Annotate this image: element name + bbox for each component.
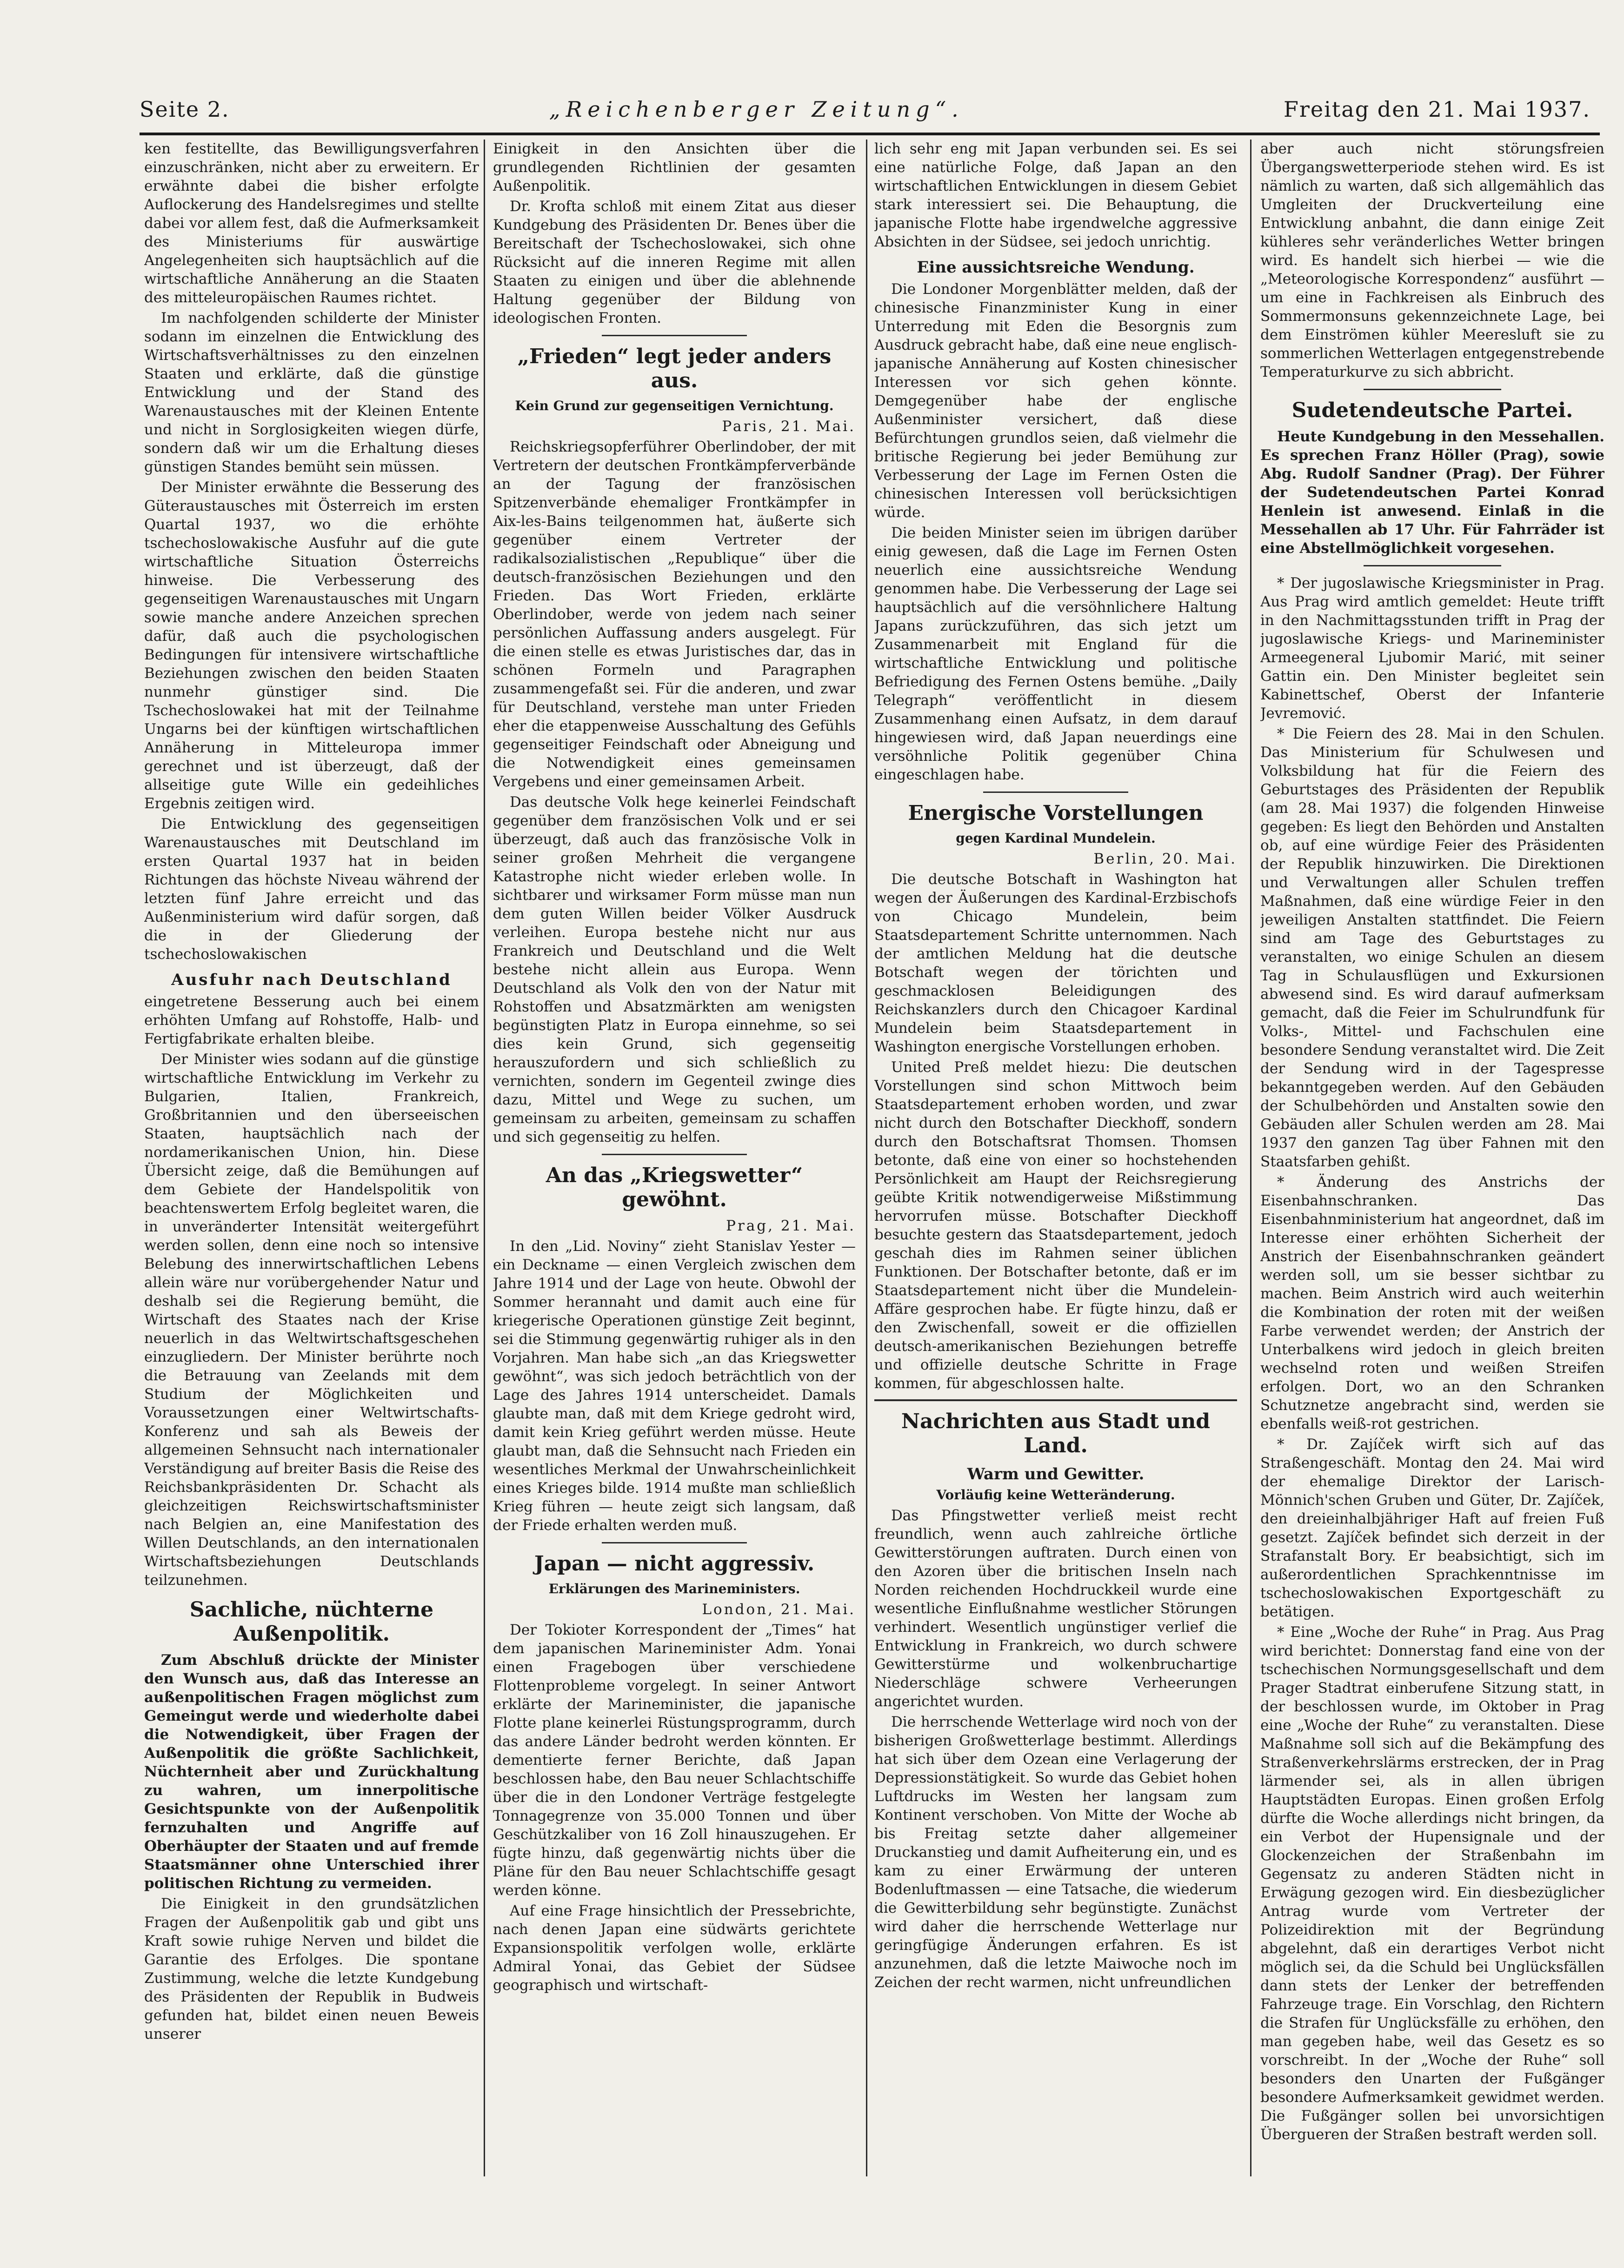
section-rule [874,1399,1237,1401]
column-divider [1250,140,1251,2176]
separator [983,791,1128,793]
paragraph: In den „Lid. Noviny“ zieht Stanislav Yester — ein Deckname — einen Vergleich zwischen dem Jahre 1914 und der Lage von heute. Obwohl der Sommer herannaht und damit auch eine für kriegerische Operationen günstige Zeit beginnt, sei die Stimmung gegenwärtig ruhiger als in den Vorjahren. Man habe sich „an das Kriegswetter gewöhnt“, was sich jedoch beträchtlich von der Lage des Jahres 1914 unterscheidet. Damals glaubte man, daß mit dem Kriege gedroht wird, damit kein Krieg geführt werden müsse. Heute glaubt man, daß die Sehnsucht nach Frieden ein wesentliches Merkmal der Unwahrscheinlichkeit eines Krieges bilde. 1914 mußte man schließlich Krieg führen — heute zeigt sich langsam, daß der Friede erhalten werden muß. [493,1238,856,1534]
paragraph: Die deutsche Botschaft in Washington hat wegen der Äußerungen des Kardinal-Erzbischofs von Chicago Mundelein, beim Staatsdepartement Schritte unternommen. Nach der amtlichen Meldung hat die deutsche Botschaft wegen der törichten und geschmacklosen Beleidigungen des Reichskanzlers durch den Chicagoer Kardinal Mundelein beim Staatsdepartement in Washington energische Vorstellungen erhoben. [874,871,1237,1055]
newspaper-title: „Reichenberger Zeitung“. [549,97,964,122]
paragraph: Die Einigkeit in den grundsätzlichen Fragen der Außenpolitik gab und gibt uns Kraft sowie ruhige Nerven und bildet die Garantie des Erfolges. Die spontane Zustimmung, welche die letzte Kundgebung des Präsidenten der Republik in Budweis gefunden hat, bildet einen neuen Beweis unserer [144,1896,479,2042]
column-2 [493,140,856,2186]
dateline: London, 21. Mai. [702,1601,856,1618]
article-headline: Japan — nicht aggressiv. [534,1552,815,1576]
paragraph: ken festitellte, das Bewilligungsverfahren einzuschränken, nicht aber zu erweitern. Er erwähnte dabei die bisher erfolgte Auflockerung des Handelsregimes und stellte dabei vor allem fest, daß die Aufmerksamkeit des Ministeriums für auswärtige Angelegenheiten sich hauptsächlich auf die wirtschaftliche Annäherung an die Staaten des mitteleuropäischen Raumes richtet. [144,140,479,306]
dateline: Paris, 21. Mai. [722,418,856,435]
subheading: Ausfuhr nach Deutschland [171,971,452,989]
news-item: * Die Feiern des 28. Mai in den Schulen. Das Ministerium für Schulwesen und Volksbildung hat für die Feiern des Geburtstages des Präsidenten der Republik (am 28. Mai 1937) die folgenden Hinweise gegeben: Es liegt den Behörden und Anstalten ob, auf eine würdige Feier des Präsidenten der Republik hinzuwirken. Die Direktionen und Verwaltungen aller Schulen treffen Maßnahmen, daß eine würdige Feier in den jeweiligen Anstalten stattfindet. Die Feiern sind am Tage des Geburtstages zu veranstalten, wo einige Schulen an diesem Tag in Schulausflügen und Exkursionen abwesend sind. Es wird darauf aufmerksam gemacht, daß die Feier im Schulrundfunk für Volks-, Mittel- und Fachschulen eine besondere Sendung veranstaltet wird. Die Zeit der Sendung wird in der Tagespresse bekanntgegeben werden. Auf den Gebäuden der Schulbehörden und Anstalten sowie den Gebäuden aller Schulen werden am 28. Mai 1937 den ganzen Tag über Fahnen mit den Staatsfarben gehißt. [1260,725,1604,1170]
paragraph: eingetretene Besserung auch bei einem erhöhten Umfang auf Rohstoffe, Halb- und Fertigfabrikate erhalten bleibe. [144,993,479,1047]
separator [602,335,747,336]
column-divider [866,140,867,2176]
column-4 [1260,140,1604,2186]
dateline: Berlin, 20. Mai. [1093,851,1237,867]
page-header [140,91,1591,128]
section-headline: Sachliche, nüchterne Außenpolitik. [189,1598,434,1646]
paragraph: Die Londoner Morgenblätter melden, daß der chinesische Finanzminister Kung in einer Unterredung mit Eden die Besorgnis zum Ausdruck gebracht habe, daß eine neue englisch-japanische Annäherung auf Kosten chinesischer Interessen vor sich gehen könnte. Demgegenüber habe der englische Außenminister versichert, daß diese Befürchtungen grundlos seien, daß vielmehr die britische Regierung bei jeder Bemühung zur Verbesserung der Lage im Fernen Osten die chinesischen Interessen voll berücksichtigen würde. [874,281,1237,521]
subheading: Eine aussichtsreiche Wendung. [917,258,1195,277]
news-item: * Änderung des Anstrichs der Eisenbahnschranken. Das Eisenbahnministerium hat angeordnet, daß im Interesse einer erhöhten Sicherheit der Anstrich der Eisenbahnschranken geändert werden soll, um sie besser sichtbar zu machen. Beim Anstrich wird auch weiterhin die Kombination der roten mit der weißen Farbe verwendet werden; der Anstrich der Unterbalkens wird jedoch in gleich breiten wechselnd roten und weißen Streifen erfolgen. Dort, wo an den Schranken Schutznetze angebracht sind, werden sie ebenfalls weiß-rot gestrichen. [1260,1174,1604,1432]
paragraph: Der Tokioter Korrespondent der „Times“ hat dem japanischen Marineminister Adm. Yonai einen Fragebogen über verschiedene Flottenprobleme vorgelegt. In seiner Antwort erklärte der Marineminister, die japanische Flotte plane keinerlei Rüstungsprogramm, durch das andere Länder bedroht werden könnten. Er dementierte ferner Berichte, daß Japan beschlossen habe, den Bau neuer Schlachtschiffe über die in den Londoner Verträge festgelegte Tonnagegrenze von 35.000 Tonnen und über Geschützkaliber von 16 Zoll hinauszugehen. Er fügte hinzu, daß gegenwärtig nichts über die Pläne für den Bau neuer Schlachtschiffe gesagt werden könne. [493,1622,856,1899]
news-item: * Der jugoslawische Kriegsminister in Prag. Aus Prag wird amtlich gemeldet: Heute trifft in den Nachmittagsstunden trifft in Prag der jugoslawische Kriegs- und Marineminister Armeegeneral Ljubomir Marić, mit seiner Gattin ein. Den Minister begleitet sein Kabinettschef, Oberst der Infanterie Jevremović. [1260,575,1604,722]
paragraph: Die Entwicklung des gegenseitigen Warenaustausches mit Deutschland im ersten Quartal 1937 hat in beiden Richtungen das höchste Niveau während der letzten fünf Jahre erreicht und das Außenministerium wird dafür sorgen, daß die in der Gliederung der tschechoslowakischen [144,816,479,963]
paragraph: lich sehr eng mit Japan verbunden sei. Es sei eine natürliche Folge, daß Japan an den wirtschaftlichen Entwicklungen in diesem Gebiet stark interessiert sei. Die Behauptung, die japanische Flotte habe irgendwelche aggressive Absichten in der Südsee, sei jedoch unrichtig. [874,140,1237,250]
article-subheading: Vorläufig keine Wetteränderung. [936,1487,1175,1503]
paragraph: United Preß meldet hiezu: Die deutschen Vorstellungen sind schon Mittwoch beim Staatsdepartement erhoben worden, und zwar nicht durch den Botschafter Dieckhoff, sondern durch den Botschaftsrat Thomsen. Thomsen betonte, daß eine von einer so hochstehenden Persönlichkeit am Haupt der Reichsregierung geübte Kritik notwendigerweise Mißstimmung hervorrufen müsse. Botschafter Dieckhoff besuchte gestern das Staatsdepartement, jedoch geschah dies im Rahmen seiner üblichen Funktionen. Der Botschafter betonte, daß er im Staatsdepartement nicht über die Mundelein-Affäre gesprochen habe. Er fügte hinzu, daß er den Zwischenfall, soweit er die offiziellen deutsch-amerikanischen Beziehungen betreffe und offizielle deutsche Schritte in Frage kommen, für abgeschlossen halte. [874,1059,1237,1392]
paragraph: Zum Abschluß drückte der Minister den Wunsch aus, daß das Interesse an außenpolitischen Fragen möglichst zum Gemeingut werde und wiederholte dabei die Notwendigkeit, über Fragen der Außenpolitik die größte Sachlichkeit, Nüchternheit aber und Zurückhaltung zu wahren, um innerpolitische Gesichtspunkte von der Außenpolitik fernzuhalten und Angriffe auf Oberhäupter der Staaten und auf fremde Staatsmänner ohne Unterschied ihrer politischen Richtung zu vermeiden. [144,1652,479,1892]
issue-date: Freitag den 21. Mai 1937. [1283,97,1591,122]
article-subheading: Erklärungen des Marineministers. [548,1581,800,1596]
paragraph: Die beiden Minister seien im übrigen darüber einig gewesen, daß die Lage im Fernen Osten neuerlich eine aussichtsreiche Wendung genommen habe. Die Verbesserung der Lage sei hauptsächlich auf die versöhnlichere Haltung Japans zurückzuführen, das sich jetzt um Zusammenarbeit mit England für die wirtschaftliche Entwicklung und politische Befriedigung des Fernen Ostens bemühe. „Daily Telegraph“ veröffentlicht in diesem Zusammenhang einen Aufsatz, in dem darauf hingewiesen wird, daß Japan neuerdings eine versöhnliche Politik gegenüber China eingeschlagen habe. [874,525,1237,783]
paragraph: Auf eine Frage hinsichtlich der Pressebrichte, nach denen Japan eine südwärts gerichtete Expansionspolitik verfolgen wolle, erklärte Admiral Yonai, das Gebiet der Südsee geographisch und wirtschaft- [493,1902,856,1994]
paragraph: Die herrschende Wetterlage wird noch von der bisherigen Großwetterlage bestimmt. Allerdings hat sich über dem Ozean eine Verlagerung der Depressionstätigkeit. So wurde das Gebiet hohen Luftdrucks im Westen her langsam zum Kontinent verschoben. Von Mitte der Woche ab bis Freitag setzte daher allgemeiner Druckanstieg und damit Aufheiterung ein, und es kam zu einer Erwärmung der unteren Bodenluftmassen — eine Tatsache, die wiederum die Gewitterbildung sehr begünstigte. Zunächst wird daher die herrschende Wetterlage nur geringfügige Änderungen erfahren. Es ist anzunehmen, daß die letzte Maiwoche noch im Zeichen der recht warmen, nicht unfreundlichen [874,1714,1237,1991]
article-subheading: Kein Grund zur gegenseitigen Vernichtung. [515,398,834,413]
news-item: * Eine „Woche der Ruhe“ in Prag. Aus Prag wird berichtet: Donnerstag fand eine von der tschechischen Normungsgesellschaft und dem Prager Stadtrat einberufene Sitzung statt, in der beschlossen wurde, im Oktober in Prag eine „Woche der Ruhe“ zu veranstalten. Diese Maßnahme soll sich auf die Bekämpfung des Straßenverkehrslärms erstrecken, der in Prag lärmender sei, als in allen übrigen Hauptstädten Europas. Einen großen Erfolg dürfte die Woche allerdings nicht bringen, da ein Verbot der Hupensignale und der Glockenzeichen der Straßenbahn im Gegensatz zu anderen Städten nicht in Erwägung gezogen wird. Ein diesbezüglicher Antrag wurde vom Vertreter der Polizeidirektion mit der Begründung abgelehnt, daß ein derartiges Verbot nicht möglich sei, da die Schuld bei Unglücksfällen dann stets der Lenker der betreffenden Fahrzeuge trage. Ein Vorschlag, den Richtern die Strafen für Unglücksfälle zu erhöhen, den man gegeben habe, weil das Gesetz es so vorschreibt. In der „Woche der Ruhe“ soll besonders den Unarten der Fußgänger besondere Aufmerksamkeit gewidmet werden. Die Fußgänger sollen bei unvorsichtigen Übergueren der Straßen bestraft werden soll. [1260,1624,1604,2143]
header-rule [140,133,1600,135]
dateline: Prag, 21. Mai. [726,1217,856,1234]
article-headline: „Frieden“ legt jeder anders aus. [517,345,832,392]
separator [1364,389,1501,390]
page-number: Seite 2. [140,97,230,122]
paragraph: Im nachfolgenden schilderte der Minister sodann im einzelnen die Entwicklung des Wirtschaftsverhältnisses zu den einzelnen Staaten und erklärte, daß die günstige Entwicklung und der Stand des Warenaustausches mit der Kleinen Entente und nicht in Sorglosigkeiten wiegen dürfe, sondern daß wir um die Erhaltung dieses günstigen Standes bemüht sein müssen. [144,310,479,475]
column-divider [484,140,485,2176]
separator [602,1154,747,1155]
paragraph: Reichskriegsopferführer Oberlindober, der mit Vertretern der deutschen Frontkämpferverbände an der Tagung der französischen Spitzenverbände ehemaliger Frontkämpfer in Aix-les-Bains teilgenommen hat, äußerte sich gegenüber einem Vertreter der radikalsozialistischen „Republique“ über die deutsch-französischen Beziehungen und den Frieden. Das Wort Frieden, erklärte Oberlindober, werde von jedem nach seiner persönlichen Auffassung anders ausgelegt. Für die einen stelle es etwas Juristisches dar, das in schönen Formeln und Paragraphen zusammengefaßt sei. Für die anderen, und zwar für Deutschland, verstehe man unter Frieden eher die etappenweise Ausschaltung des Gefühls gegenseitiger Feindschaft oder Abneigung und die Notwendigkeit eines gemeinsamen Vergebens und einer gemeinsamen Arbeit. [493,439,856,790]
column-3 [874,140,1237,2186]
section-headline: Nachrichten aus Stadt und Land. [901,1410,1211,1457]
paragraph: aber auch nicht störungsfreien Übergangswetterperiode stehen wird. Es ist nämlich zu warten, daß sich allgemählich das Umgleiten der Druckverteilung eine Entwicklung anbahnt, die dann einige Zeit kühleres sehr veränderliches Wetter bringen wird. Es handelt sich hierbei — wie die „Meteorologische Korrespondenz“ ausführt — um eine in Fachkreisen als Einbruch des Sommermonsuns gekennzeichnete Lage, bei dem Einströmen kühler Meeresluft sie zu sommerlichen Wetterlagen entgegenstrebende Temperaturkurve zu sich abbricht. [1260,140,1604,380]
paragraph: Der Minister wies sodann auf die günstige wirtschaftliche Entwicklung im Verkehr zu Bulgarien, Italien, Frankreich, Großbritannien und den überseeischen Staaten, hauptsächlich nach der nordamerikanischen Union, hin. Diese Übersicht zeige, daß die Bemühungen auf dem Gebiete der Handelspolitik von beachtenswertem Erfolg begleitet waren, die in unveränderter Intensität weitergeführt werden sollen, denn eine noch so intensive Belebung des innerwirtschaftlichen Lebens allein wäre nur vorübergehender Natur und deshalb sei die Regierung bemüht, die Wirtschaft des Staates nach der Krise neuerlich in das Weltwirtschaftsgeschehen einzugliedern. Der Minister berührte noch die Betrauung van Zeelands mit dem Studium der Möglichkeiten und Voraussetzungen einer Weltwirtschafts-Konferenz und sah als Beweis der allgemeinen Sehnsucht nach internationaler Verständigung auf breiter Basis die Reise des Reichsbankpräsidenten Dr. Schacht als gleichzeitigen Reichswirtschaftsminister nach Belgien an, eine Manifestation des Willen Deutschlands, an den internationalen Wirtschaftsbeziehungen Deutschlands teilzunehmen. [144,1051,479,1589]
article-headline: An das „Kriegswetter“ gewöhnt. [546,1164,803,1211]
paragraph: Einigkeit in den Ansichten über die grundlegenden Richtlinien der gesamten Außenpolitik. [493,140,856,194]
column-1 [144,140,479,2186]
article-headline: Sudetendeutsche Partei. [1291,399,1573,422]
paragraph: Das Pfingstwetter verließ meist recht freundlich, wenn auch zahlreiche örtliche Gewitterstörungen auftraten. Durch einen von den Azoren über die britischen Inseln nach Norden reichenden Hochdruckkeil wurde eine wesentliche Einflußnahme westlicher Störungen verhindert. Wesentlich ungünstiger verlief die Entwicklung in Frankreich, wo durch schwere Gewitterstürme und wolkenbruchartige Niederschläge schwere Verheerungen angerichtet wurden. [874,1507,1237,1710]
paragraph: Der Minister erwähnte die Besserung des Güteraustausches mit Österreich im ersten Quartal 1937, wo die erhöhte tschechoslowakische Ausfuhr auf die gute wirtschaftliche Situation Österreichs hinweise. Die Verbesserung des gegenseitigen Warenaustausches mit Ungarn sowie manche andere Anzeichen sprechen dafür, daß auch die psychologischen Bedingungen für intensivere wirtschaftliche Beziehungen zwischen den beiden Staaten nunmehr günstiger sind. Die Tschechoslowakei hat mit der Teilnahme Ungarns bei der künftigen wirtschaftlichen Annäherung in Mitteleuropa immer gerechnet und ist überzeugt, daß der allseitige gute Wille ein gedeihliches Ergebnis zeitigen wird. [144,479,479,812]
paragraph: Heute Kundgebung in den Messehallen. Es sprechen Franz Höller (Prag), sowie Abg. Rudolf Sandner (Prag). Der Führer der Sudetendeutschen Partei Konrad Henlein ist anwesend. Einlaß in die Messehallen ab 17 Uhr. Für Fahrräder ist eine Abstellmöglichkeit vorgesehen. [1260,428,1604,557]
news-item: * Dr. Zajíček wirft sich auf das Straßengeschäft. Montag den 24. Mai wird der ehemalige Direktor der Larisch-Mönnich'schen Gruben und Güter, Dr. Zajíček, den dreieinhalbjähriger Haft auf freien Fuß gesetzt. Zajíček befindet sich derzeit in der Strafanstalt Bory. Er beabsichtigt, sich im außerordentlichen Sprachkenntnisse im tschechoslowakischen Exportgeschäft zu betätigen. [1260,1436,1604,1620]
article-headline: Warm und Gewitter. [967,1465,1145,1483]
paragraph: Dr. Krofta schloß mit einem Zitat aus dieser Kundgebung des Präsidenten Dr. Benes über die Bereitschaft der Tschechoslowakei, sich ohne Rücksicht auf die inneren Regime mit allen Staaten zu einigen und über die ablehnende Haltung gegenüber der Bildung von ideologischen Fronten. [493,198,856,326]
paragraph: Das deutsche Volk hege keinerlei Feindschaft gegenüber dem französischen Volk und er sei überzeugt, daß auch das französische Volk in seiner großen Mehrheit die vergangene Katastrophe nicht wieder erleben wolle. In sichtbarer und wirksamer Form müsse man nun dem guten Willen beider Völker Ausdruck verleihen. Europa bestehe nicht nur aus Frankreich und Deutschland und die Welt bestehe nicht allein aus Europa. Wenn Deutschland als Volk den von der Natur mit Rohstoffen und Absatzmärkten am wenigsten begünstigten Platz in Europa einnehme, so sei dies kein Grund, sich gegenseitig herauszufordern und sich schließlich zu vernichten, sondern im Gegenteil zwinge dies dazu, Mittel und Wege zu suchen, um gemeinsam zu arbeiten, gemeinsam zu schaffen und sich gegenseitig zu helfen. [493,794,856,1145]
article-headline: Energische Vorstellungen [908,801,1204,825]
separator [602,1542,747,1543]
article-subheading: gegen Kardinal Mundelein. [956,831,1156,846]
separator [1364,565,1501,566]
